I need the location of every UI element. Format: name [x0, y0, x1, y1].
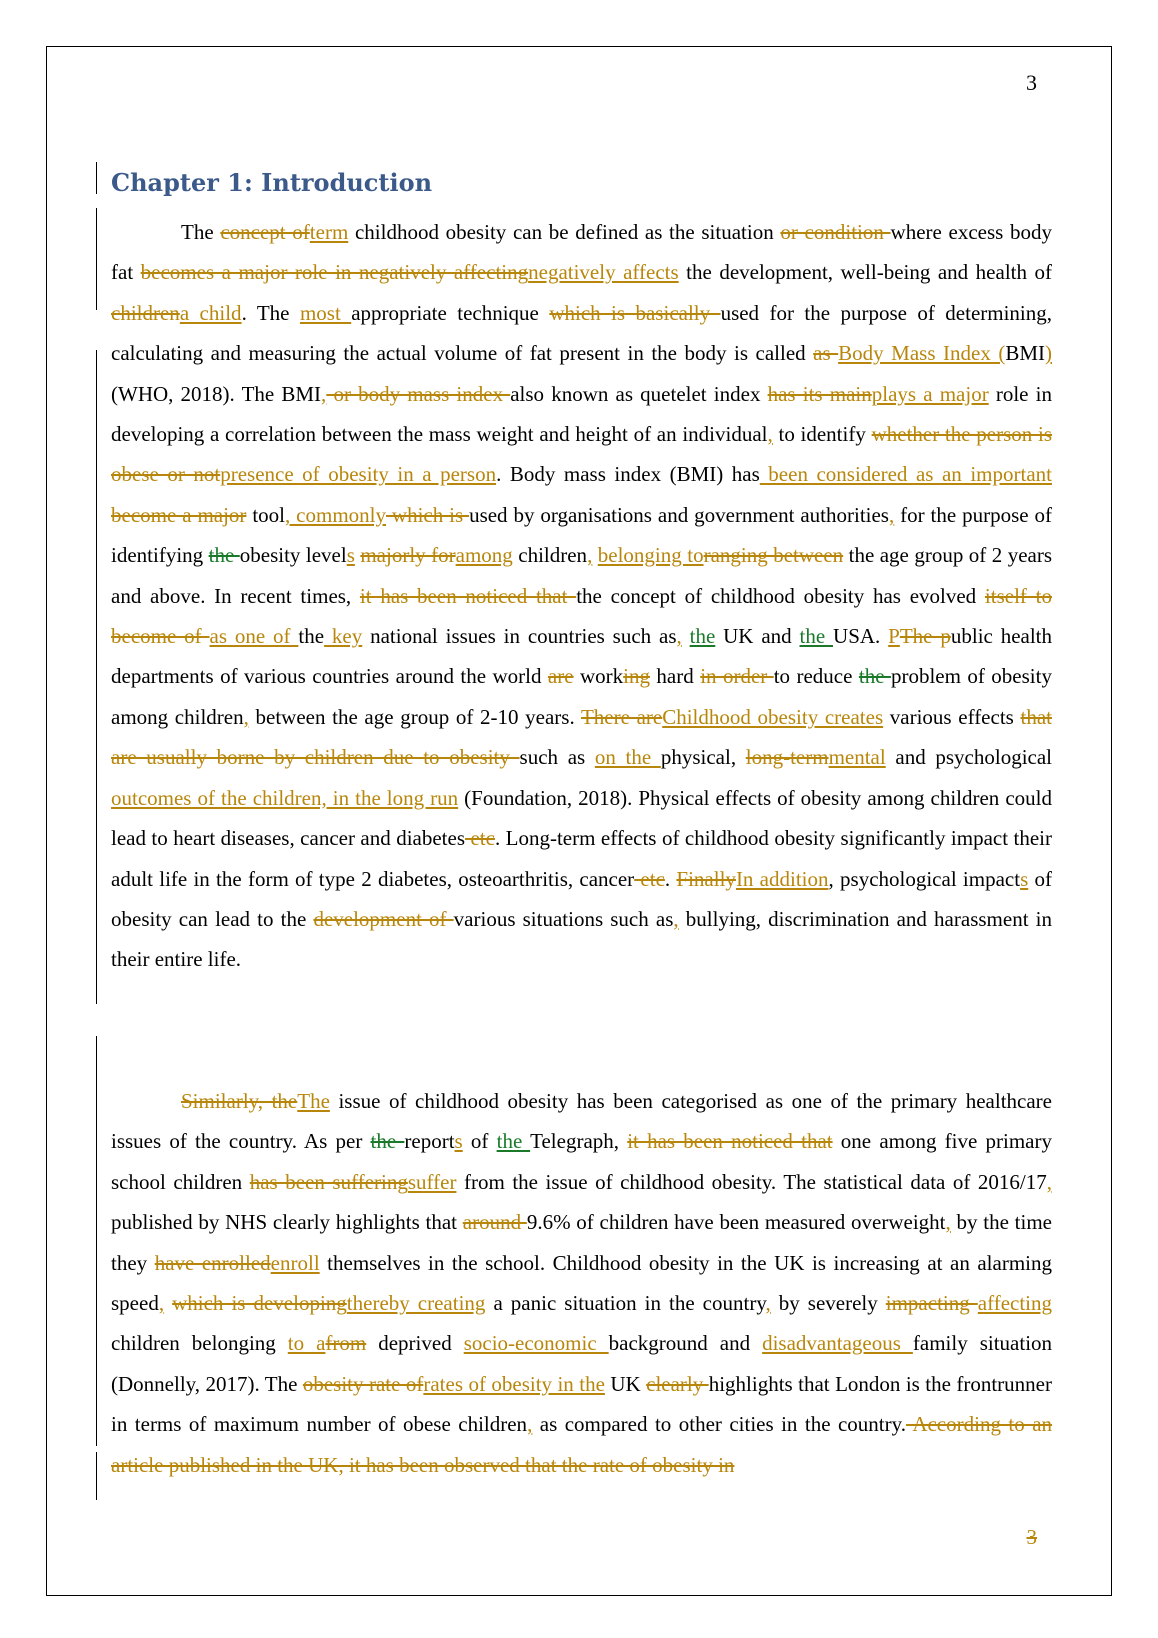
- body-paragraph: Similarly, theThe issue of childhood obesity has been categorised as one of the primary healthcare issues of the country. As per the reports of the Telegraph, it has been noticed that one among five primary school children has been sufferingsuffer from the issue of childhood obesity. The statistical data of 2016/17, published by NHS clearly highlights that around 9.6% of children have been measured overweight, by the time they have enrolledenroll themselves in the school. Childhood obesity in the UK is increasing at an alarming speed, which is developingthereby creating a panic situation in the country, by severely impacting affecting children belonging to afrom deprived socio-economic background and disadvantageous family situation (Donnelly, 2017). The obesity rate ofrates of obesity in the UK clearly highlights that London is the frontrunner in terms of maximum number of obese children, as compared to other cities in the country. According to an article published in the UK, it has been observed that the rate of obesity in: [111, 1089, 1053, 1477]
- body-paragraph: The concept ofterm childhood obesity can be defined as the situation or condition where excess body fat becomes a major role in negatively affectingnegatively affects the development, well-being and health of childrena child. The most appropriate technique which is basically used for the purpose of determining, calculating and measuring the actual volume of fat present in the body is called as Body Mass Index (BMI) (WHO, 2018). The BMI, or body mass index also known as quetelet index has its mainplays a major role in developing a correlation between the mass weight and height of an individual, to identify whether the person is obese or notpresence of obesity in a person. Body mass index (BMI) has been considered as an important become a major tool, commonly which is used by organisations and government authorities, for the purpose of identifying the obesity levels majorly foramong children, belonging toranging between the age group of 2 years and above. In recent times, it has been noticed that the concept of childhood obesity has evolved itself to become of as one of the key national issues in countries such as, the UK and the USA. PThe public health departments of various countries around the world are working hard in order to reduce the problem of obesity among children, between the age group of 2-10 years. There areChildhood obesity creates various effects that are usually borne by children due to obesity such as on the physical, long-termmental and psychological outcomes of the children, in the long run (Foundation, 2018). Physical effects of obesity among children could lead to heart diseases, cancer and diabetes etc. Long-term effects of childhood obesity significantly impact their adult life in the form of type 2 diabetes, osteoarthritis, cancer etc. FinallyIn addition, psychological impacts of obesity can lead to the development of various situations such as, bullying, discrimination and harassment in their entire life.: [111, 220, 1053, 972]
- page-number: 3: [1026, 70, 1037, 95]
- footer-page-number: 3: [1026, 1525, 1037, 1549]
- change-bar: [96, 208, 97, 310]
- change-bar: [96, 350, 97, 1004]
- change-bar: [96, 1036, 97, 1446]
- change-bar: [96, 162, 97, 194]
- chapter-heading: Chapter 1: Introduction: [111, 168, 433, 197]
- change-bar: [96, 1452, 97, 1500]
